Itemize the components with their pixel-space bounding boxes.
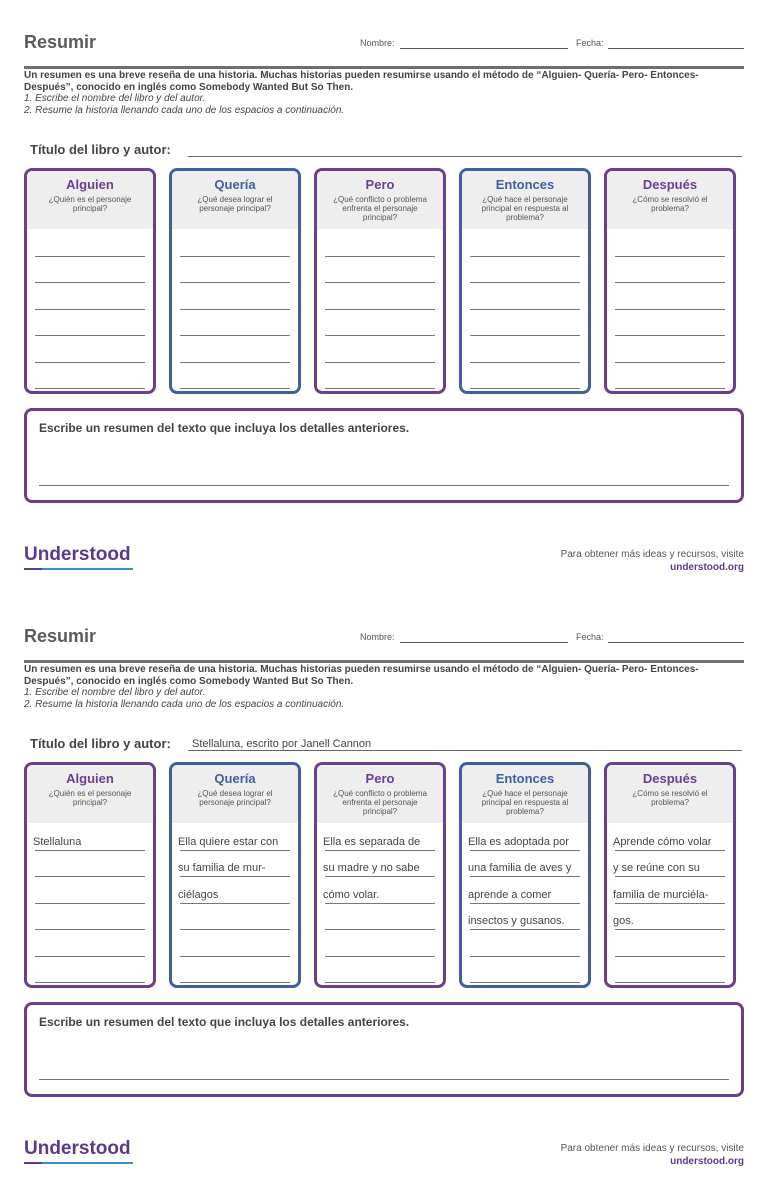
answer-line[interactable] <box>470 876 580 877</box>
answer-line[interactable] <box>180 929 290 930</box>
column-title: Después <box>642 177 698 192</box>
worksheet-header <box>24 626 744 663</box>
column-title: Alguien <box>66 177 114 192</box>
answer-text: Ella quiere estar con <box>178 836 279 848</box>
answer-text: ciélagos <box>178 889 219 901</box>
answer-line[interactable] <box>325 903 435 904</box>
answer-line[interactable] <box>470 956 580 957</box>
column-4 <box>604 762 736 988</box>
column-title: Pero <box>365 177 395 192</box>
promo-link[interactable]: understood.org <box>670 562 744 573</box>
answer-line[interactable] <box>470 309 580 310</box>
answer-line[interactable] <box>615 362 725 363</box>
answer-line[interactable] <box>35 309 145 310</box>
answer-line[interactable] <box>35 362 145 363</box>
column-title: Quería <box>214 177 256 192</box>
answer-line[interactable] <box>470 850 580 851</box>
column-header <box>317 171 443 229</box>
nombre-line[interactable] <box>400 642 568 643</box>
answer-line[interactable] <box>615 929 725 930</box>
answer-line[interactable] <box>470 362 580 363</box>
answer-line[interactable] <box>325 256 435 257</box>
answer-line[interactable] <box>35 256 145 257</box>
logo-underline-icon <box>24 568 133 570</box>
fecha-label: Fecha: <box>576 38 604 48</box>
column-header <box>172 171 298 229</box>
understood-logo: Understood <box>24 544 131 565</box>
fecha-line[interactable] <box>608 48 744 49</box>
answer-line[interactable] <box>325 982 435 983</box>
answer-line[interactable] <box>615 335 725 336</box>
column-title: Alguien <box>66 771 114 786</box>
column-header <box>462 171 588 229</box>
column-header <box>27 171 153 229</box>
promo-line: Para obtener más ideas y recursos, visite <box>560 1143 744 1154</box>
answer-text: aprende a comer <box>468 889 552 901</box>
answer-line[interactable] <box>470 929 580 930</box>
summary-box[interactable] <box>24 408 744 503</box>
column-question: ¿Cómo se resolvió el problema? <box>632 789 708 807</box>
answer-text: una familia de aves y <box>468 862 572 874</box>
answer-line[interactable] <box>35 282 145 283</box>
answer-line[interactable] <box>180 362 290 363</box>
column-header <box>172 765 298 823</box>
column-header <box>607 171 733 229</box>
worksheet-title: Resumir <box>24 626 97 646</box>
answer-line[interactable] <box>615 388 725 389</box>
answer-line[interactable] <box>615 256 725 257</box>
column-question: ¿Qué conflicto o problema enfrenta el personaje principal? <box>333 195 427 222</box>
book-title-label: Título del libro y autor: <box>30 736 171 751</box>
instructions <box>24 70 744 116</box>
promo-text <box>561 548 744 574</box>
answer-line[interactable] <box>470 282 580 283</box>
column-question: ¿Quién es el personaje principal? <box>48 789 132 807</box>
column-1 <box>169 762 301 988</box>
answer-line[interactable] <box>35 982 145 983</box>
book-title-field[interactable] <box>30 736 742 752</box>
answer-line[interactable] <box>615 982 725 983</box>
column-title: Entonces <box>495 771 555 786</box>
answer-line[interactable] <box>470 982 580 983</box>
answer-line[interactable] <box>470 335 580 336</box>
step-1: 1. Escribe el nombre del libro y del autor. <box>24 93 206 104</box>
instructions <box>24 664 744 710</box>
answer-line[interactable] <box>325 309 435 310</box>
answer-line[interactable] <box>325 282 435 283</box>
answer-line[interactable] <box>180 876 290 877</box>
answer-line[interactable] <box>180 282 290 283</box>
column-header <box>317 765 443 823</box>
answer-line[interactable] <box>325 850 435 851</box>
promo-text <box>561 1142 744 1168</box>
answer-line[interactable] <box>35 388 145 389</box>
answer-line[interactable] <box>180 256 290 257</box>
column-0 <box>24 762 156 988</box>
understood-logo: Understood <box>24 1138 131 1159</box>
summary-line <box>39 485 729 486</box>
answer-line[interactable] <box>470 256 580 257</box>
intro-text: Un resumen es una breve reseña de una historia. Muchas historias pueden resumirse usando el método de “Alguien- Quería- Pero- Entonces- Después”, conocido en inglés como Somebody Wanted But So Then. <box>24 70 699 93</box>
column-question: ¿Qué desea lograr el personaje principal? <box>197 195 273 213</box>
nombre-label: Nombre: <box>360 632 395 642</box>
column-title: Entonces <box>495 177 555 192</box>
summary-box[interactable] <box>24 1002 744 1097</box>
book-title-value: Stellaluna, escrito por Janell Cannon <box>192 738 372 750</box>
answer-line[interactable] <box>470 903 580 904</box>
column-question: ¿Qué conflicto o problema enfrenta el personaje principal? <box>333 789 427 816</box>
answer-text: su madre y no sabe <box>323 862 420 874</box>
nombre-line[interactable] <box>400 48 568 49</box>
answer-line[interactable] <box>35 956 145 957</box>
answer-text: Ella es separada de <box>323 836 421 848</box>
column-question: ¿Cómo se resolvió el problema? <box>632 195 708 213</box>
answer-line[interactable] <box>615 903 725 904</box>
answer-line[interactable] <box>180 903 290 904</box>
answer-line[interactable] <box>35 876 145 877</box>
answer-line[interactable] <box>615 956 725 957</box>
answer-line[interactable] <box>325 388 435 389</box>
answer-text: insectos y gusanos. <box>468 915 565 927</box>
column-title: Pero <box>365 771 395 786</box>
promo-line: Para obtener más ideas y recursos, visite <box>560 549 744 560</box>
answer-line[interactable] <box>615 850 725 851</box>
answer-line[interactable] <box>325 876 435 877</box>
answer-line[interactable] <box>180 850 290 851</box>
column-4 <box>604 168 736 394</box>
summary-prompt: Escribe un resumen del texto que incluya los detalles anteriores. <box>39 1015 410 1029</box>
summary-prompt: Escribe un resumen del texto que incluya los detalles anteriores. <box>39 421 410 435</box>
answer-line[interactable] <box>35 929 145 930</box>
logo-underline-icon <box>24 1162 133 1164</box>
fecha-label: Fecha: <box>576 632 604 642</box>
column-header <box>607 765 733 823</box>
column-1 <box>169 168 301 394</box>
column-question: ¿Qué hace el personaje principal en respuesta al problema? <box>481 789 569 816</box>
column-question: ¿Qué hace el personaje principal en respuesta al problema? <box>481 195 569 222</box>
step-2: 2. Resume la historia llenando cada uno de los espacios a continuación. <box>24 104 345 116</box>
answer-text: familia de murciéla- <box>613 889 709 901</box>
answer-text: cómo volar. <box>323 889 380 901</box>
answer-text: y se reúne con su <box>613 862 700 874</box>
book-title-label: Título del libro y autor: <box>30 142 171 157</box>
worksheet-title: Resumir <box>24 32 97 52</box>
column-header <box>27 765 153 823</box>
column-header <box>462 765 588 823</box>
answer-line[interactable] <box>35 903 145 904</box>
answer-text: Stellaluna <box>33 836 82 848</box>
nombre-label: Nombre: <box>360 38 395 48</box>
answer-line[interactable] <box>180 335 290 336</box>
answer-line[interactable] <box>325 335 435 336</box>
summary-line <box>39 1079 729 1080</box>
answer-line[interactable] <box>470 388 580 389</box>
column-question: ¿Qué desea lograr el personaje principal? <box>197 789 273 807</box>
step-1: 1. Escribe el nombre del libro y del autor. <box>24 687 206 698</box>
answer-line[interactable] <box>615 282 725 283</box>
column-3 <box>459 762 591 988</box>
answer-text: su familia de mur- <box>178 862 266 874</box>
answer-line[interactable] <box>325 929 435 930</box>
answer-line[interactable] <box>180 388 290 389</box>
promo-link[interactable]: understood.org <box>670 1156 744 1167</box>
column-title: Quería <box>214 771 256 786</box>
column-question: ¿Quién es el personaje principal? <box>48 195 132 213</box>
column-2 <box>314 762 446 988</box>
column-2 <box>314 168 446 394</box>
worksheet-header <box>24 32 744 69</box>
answer-line[interactable] <box>35 335 145 336</box>
answer-line[interactable] <box>325 956 435 957</box>
column-title: Después <box>642 771 698 786</box>
book-title-field[interactable] <box>30 142 742 158</box>
column-3 <box>459 168 591 394</box>
answer-line[interactable] <box>180 982 290 983</box>
answer-line[interactable] <box>180 309 290 310</box>
intro-text: Un resumen es una breve reseña de una historia. Muchas historias pueden resumirse usando el método de “Alguien- Quería- Pero- Entonces- Después”, conocido en inglés como Somebody Wanted But So Then. <box>24 664 699 687</box>
answer-line[interactable] <box>325 362 435 363</box>
book-title-line <box>188 156 742 157</box>
answer-text: gos. <box>613 915 634 927</box>
fecha-line[interactable] <box>608 642 744 643</box>
answer-line[interactable] <box>615 309 725 310</box>
step-2: 2. Resume la historia llenando cada uno de los espacios a continuación. <box>24 698 345 710</box>
answer-text: Aprende cómo volar <box>613 836 712 848</box>
answer-line[interactable] <box>180 956 290 957</box>
column-0 <box>24 168 156 394</box>
book-title-line <box>188 750 742 751</box>
answer-text: Ella es adoptada por <box>468 836 569 848</box>
answer-line[interactable] <box>35 850 145 851</box>
answer-line[interactable] <box>615 876 725 877</box>
